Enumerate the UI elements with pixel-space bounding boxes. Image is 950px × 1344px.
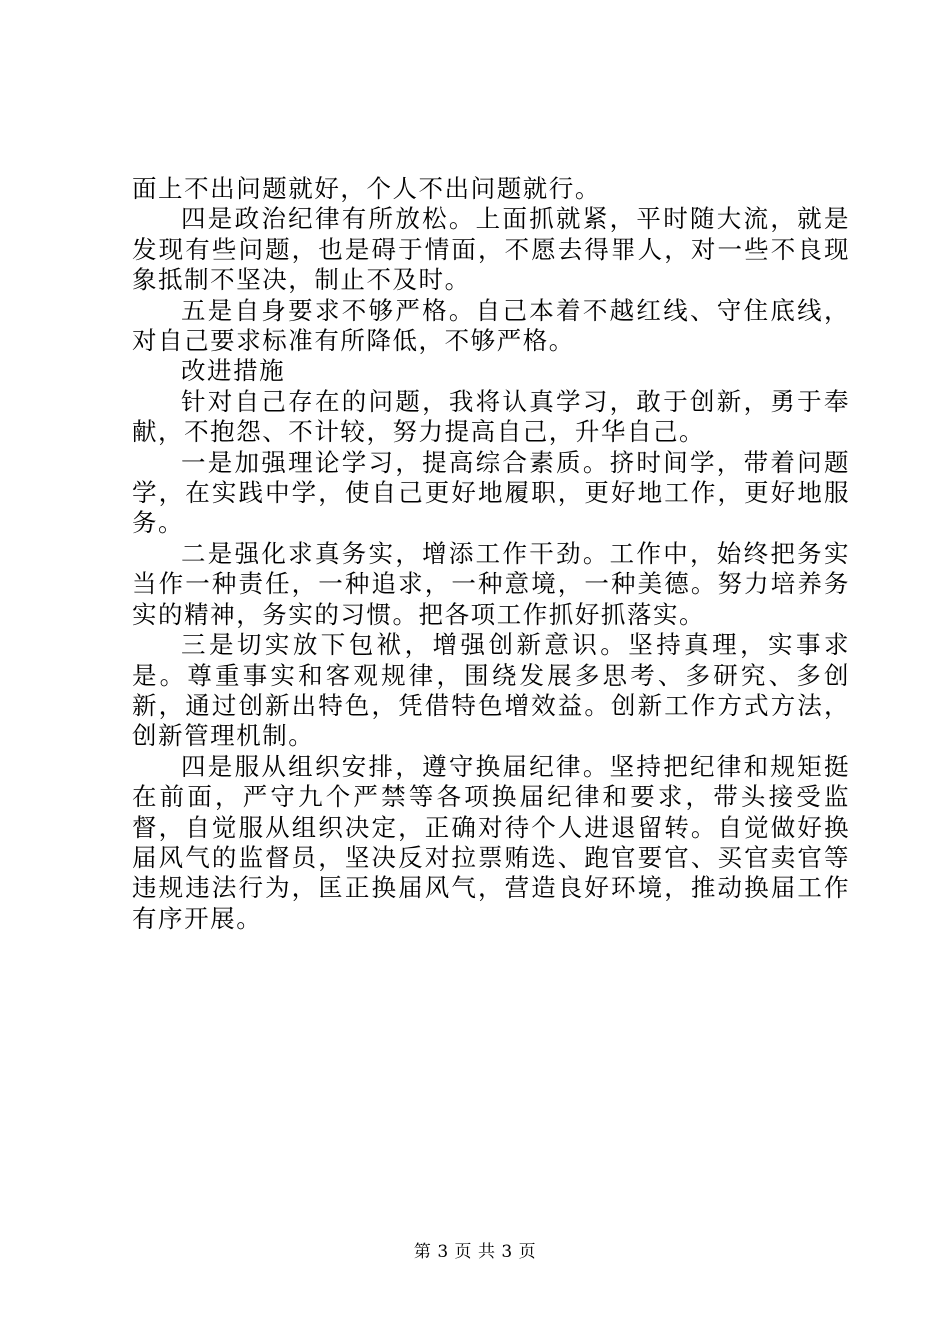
paragraph-7: 二是强化求真务实，增添工作干劲。工作中，始终把务实当作一种责任，一种追求，一种意境，一种美德。努力培养务实的精神，务实的习惯。把各项工作抓好抓落实。 <box>132 538 850 629</box>
paragraph-1: 面上不出问题就好，个人不出问题就行。 <box>132 174 601 203</box>
paragraph-8: 三是切实放下包袱，增强创新意识。坚持真理，实事求是。尊重事实和客观规律，围绕发展多思考、多研究、多创新，通过创新出特色，凭借特色增效益。创新工作方式方法，创新管理机制。 <box>132 630 850 751</box>
page-footer <box>0 1241 950 1263</box>
paragraph-9: 四是服从组织安排，遵守换届纪律。坚持把纪律和规矩挺在前面，严守九个严禁等各项换届纪律和要求，带头接受监督，自觉服从组织决定，正确对待个人进退留转。自觉做好换届风气的监督员，坚决反对拉票贿选、跑官要官、买官卖官等违规违法行为，匡正换届风气，营造良好环境，推动换届工作有序开展。 <box>132 751 850 933</box>
page-number: 第 3 页 共 3 页 <box>413 1242 537 1262</box>
paragraph-5: 针对自己存在的问题，我将认真学习，敢于创新，勇于奉献，不抱怨、不计较，努力提高自己，升华自己。 <box>132 386 850 447</box>
document-body <box>132 174 850 934</box>
section-heading-improvement: 改进措施 <box>181 356 286 386</box>
paragraph-3: 五是自身要求不够严格。自己本着不越红线、守住底线，对自己要求标准有所降低，不够严格。 <box>132 295 850 356</box>
paragraph-2: 四是政治纪律有所放松。上面抓就紧，平时随大流，就是发现有些问题，也是碍于情面，不愿去得罪人，对一些不良现象抵制不坚决，制止不及时。 <box>132 204 850 295</box>
paragraph-6: 一是加强理论学习，提高综合素质。挤时间学，带着问题学，在实践中学，使自己更好地履职，更好地工作，更好地服务。 <box>132 447 850 538</box>
